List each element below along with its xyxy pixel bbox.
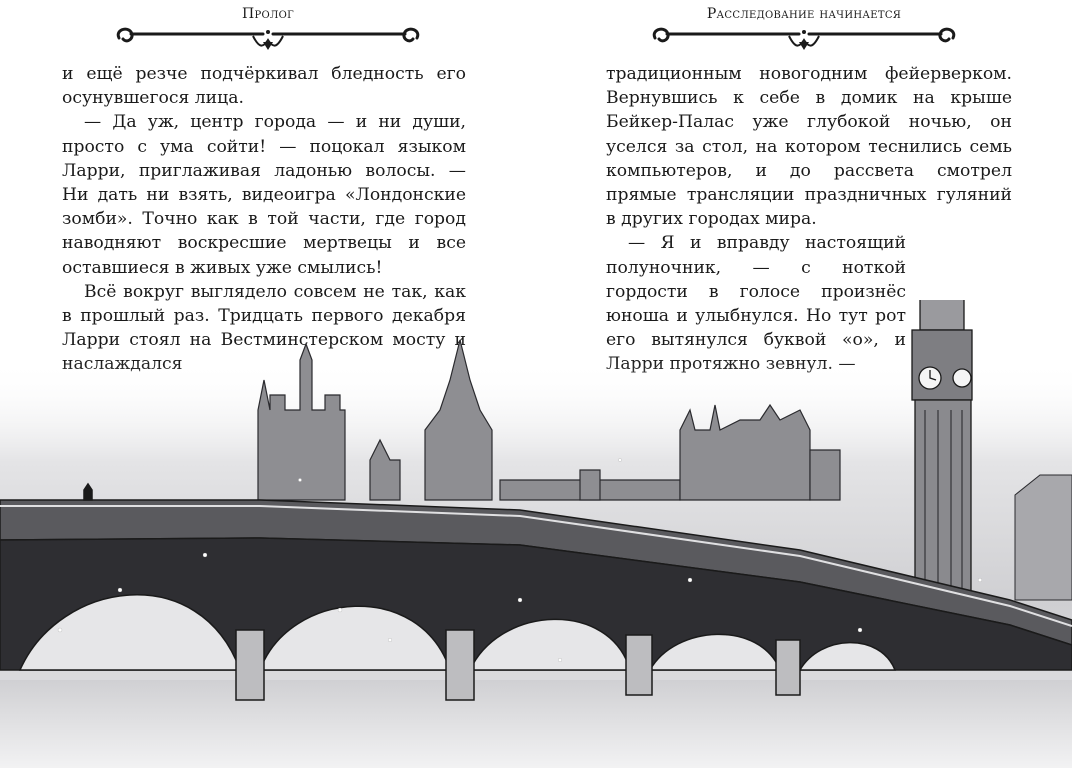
- right-running-head: Расследование начинается: [706, 6, 902, 22]
- right-ornament-divider: [536, 24, 1072, 54]
- scroll-ornament-icon: [113, 24, 423, 54]
- paragraph: и ещё резче подчёркивал бледность его осунувшегося лица.: [62, 64, 466, 109]
- paragraph: традиционным новогодним фейерверком. Вернувшись к себе в домик на крыше Бейкер-Палас уже глубокой ночью, он уселся за стол, на котором теснились семь компьютеров, и до рассвета смотрел прямые трансляции праздничных гуляний в других городах мира.: [606, 64, 1012, 230]
- paragraph: — Я и вправду настоящий полуночник, — с ноткой гордости в голосе произнёс юноша и улыбнулся. Но тут рот его вытянулся буквой «о», и: [606, 233, 906, 351]
- building-icon: [1015, 475, 1072, 600]
- westminster-bridge-illustration: [0, 300, 1072, 768]
- big-ben-tower-icon: [912, 300, 972, 600]
- left-running-head: Пролог: [241, 6, 295, 22]
- paragraph: — Да уж, центр города — и ни души, просто с ума сойти! — поцокал языком Ларри, приглаживая ладонью волосы. — Ни дать ни взять, видеоигра «Лондонские зомби». Точно как в той части, где город наводняют воскресшие мертвецы и все оставшиеся в живых уже смылись!: [62, 112, 466, 278]
- paragraph: Всё вокруг выглядело совсем не так, как в прошлый раз. Тридцать первого декабря Ларри стоял на Вестминстерском мосту: [62, 281, 466, 351]
- scroll-ornament-icon: [649, 24, 959, 54]
- left-ornament-divider: [0, 24, 536, 54]
